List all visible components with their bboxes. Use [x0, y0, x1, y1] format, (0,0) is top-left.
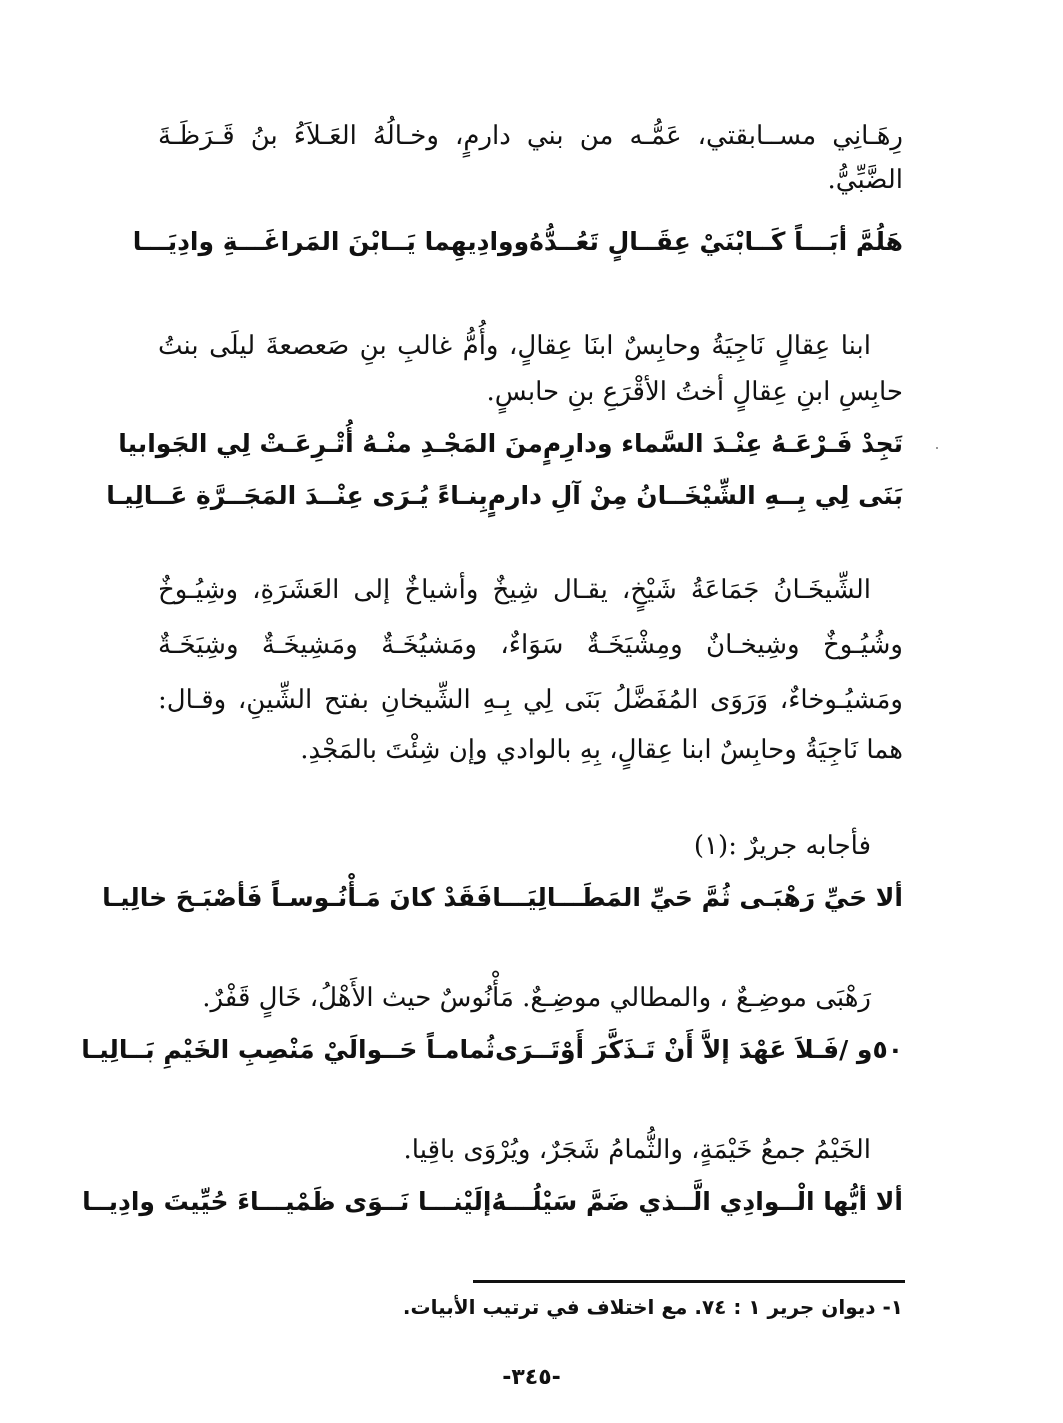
verse-3	[106, 476, 903, 516]
verse-3-first-hemistich: بَنَى لِي بِــهِ الشِّيْخَــانُ مِنْ آلِ دارمٍ	[487, 481, 903, 510]
verse-2-second-hemistich: منَ المَجْـدِ منْـهُ أُتْـرِعَـتْ لِي الجَوابيا	[118, 429, 543, 458]
verse-4	[102, 878, 903, 918]
paragraph-3-line-1: الشِّيخَـانُ جَمَاعَةُ شَيْخٍ، يقـال شِيخٌ وأشياخٌ إلى العَشَرَةِ، وشِيُـوخٌ	[158, 575, 871, 605]
verse-5-second-hemistich: ثُمامـاً حَــوالَيْ مَنْصِبِ الخَيْمِ بَــالِيـا	[81, 1035, 496, 1064]
verse-4-second-hemistich: فَقَدْ كانَ مَـأْنُـوسـاً فَأصْبَـحَ خالِيـا	[102, 883, 493, 912]
verse-1-first-hemistich: هَلُمَّ أبَـــاً كَــابْنَيْ عِقَــالٍ تَعُــدُّهُ	[529, 227, 903, 256]
paragraph-3-line-4: هما نَاجِيَةُ وحابِسٌ ابنا عِقالٍ، بِهِ بالوادي وإن شِئْتَ بالمَجْدِ.	[300, 735, 903, 765]
verse-1	[132, 222, 903, 262]
paragraph-1-line-1: رِهَـانِي مســابقتي، عَمُّـه من بني دارمٍ، وخـالُهُ العَـلاَءُ بنُ قَـرَظَـةَ	[158, 121, 903, 151]
verse-2	[118, 424, 903, 464]
verse-4-first-hemistich: ألا حَيِّ رَهْبَـى ثُمَّ حَيِّ المَطَـــالِيَـــا	[492, 883, 903, 912]
footnote: ١- ديوان جرير ١ : ٧٤. مع اختلاف في ترتيب الأبيات.	[402, 1295, 903, 1319]
paragraph-2-line-1: ابنا عِقالٍ نَاجِيَةُ وحابِسٌ ابنَا عِقالٍ، وأُمُّ غالبِ بنِ صَعصعةَ ليلَى بنتُ	[158, 331, 871, 361]
paragraph-2-line-2: حابِسِ ابنِ عِقالٍ أختُ الأقْرَعِ بنِ حابسٍ.	[486, 377, 903, 407]
paragraph-5-line-1: رَهْبَى موضِـعٌ ، والمطالي موضِـعٌ. مَأْنُوسٌ حيث الأَهْلُ، خَالٍ قَفْرٌ.	[202, 983, 871, 1013]
verse-6-first-hemistich: ألا أيُّها الْــوادِي الَّــذي ضَمَّ سَيْلُـــهُ	[491, 1187, 903, 1216]
verse-1-second-hemistich: ووادِيهِما يَــابْنَ المَراغَـــةِ وادِيَـــا	[132, 227, 530, 256]
paragraph-4-line-1: فأجابه جريرٌ :(١)	[693, 831, 871, 861]
verse-5	[81, 1030, 903, 1070]
paragraph-6-line-1: الخَيْمُ جمعُ خَيْمَةٍ، والثُّمامُ شَجَرٌ، ويُرْوَى باقِيا.	[403, 1135, 871, 1165]
paragraph-3-line-3: ومَشيُـوخاءٌ، وَرَوَى المُفَضَّلُ بَنَى لِي بِـهِ الشِّيخانِ بفتح الشِّينِ، وقـال:	[158, 685, 903, 715]
verse-6-second-hemistich: إلَيْنـــا نَــوَى ظَمْيـــاءَ حُيِّيتَ وادِيــا	[82, 1187, 492, 1216]
paragraph-1-line-2: الضَّبِّيُّ.	[827, 165, 903, 195]
verse-5-first-hemistich: ٥٠و /فَـلاَ عَهْدَ إلاَّ أَنْ تَـذَكَّرَ أَوْتَــرَى	[495, 1035, 903, 1064]
verse-2-first-hemistich: تَجِدْ فَـرْعَـهُ عِنْـدَ السَّماء ودارِمٍ	[542, 429, 903, 458]
paragraph-3-line-2: وشُيُـوخٌ وشِيخـانٌ ومِشْيَخَـةٌ سَوَاءٌ، ومَشيُخَـةٌ ومَشِيخَـةٌ وشِيَخَـةٌ	[158, 630, 903, 660]
verse-3-second-hemistich: بِنـاءً يُـرَى عِنْــدَ المَجَــرَّةِ عَــالِيـا	[106, 481, 488, 510]
stray-dot	[936, 447, 938, 449]
footnote-divider	[473, 1280, 905, 1283]
page-number: -٣٤٥-	[502, 1365, 561, 1390]
verse-6	[82, 1182, 903, 1222]
